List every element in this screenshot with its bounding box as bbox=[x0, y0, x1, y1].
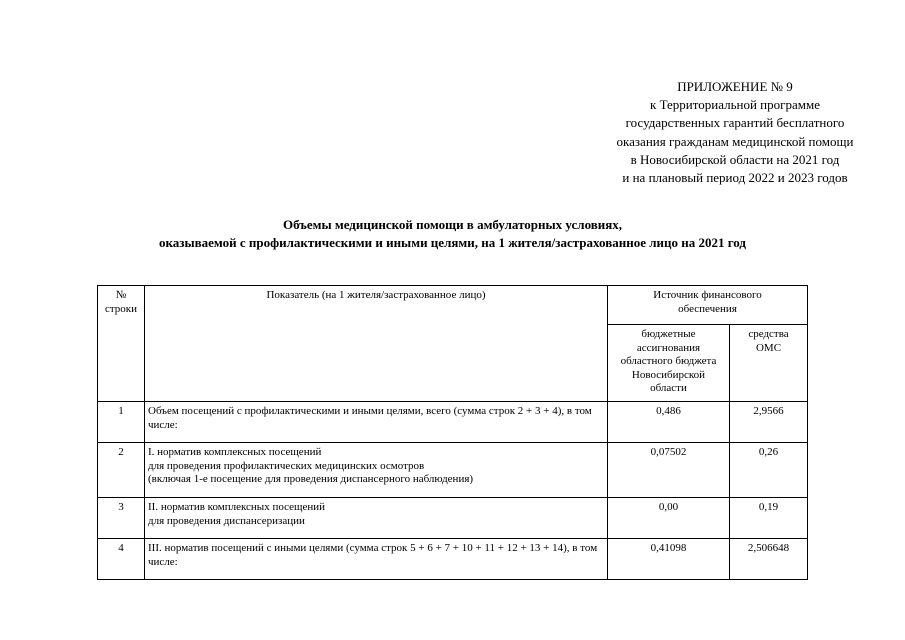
document-title bbox=[0, 216, 905, 251]
header-oms: средства ОМС bbox=[730, 325, 808, 402]
header-row-no: № строки bbox=[98, 286, 145, 402]
row-indicator: I. норматив комплексных посещений для проведения профилактических медицинских осмотров (включая 1-е посещение для проведения диспансерного наблюдения) bbox=[145, 443, 608, 498]
row-indicator: III. норматив посещений с иными целями (сумма строк 5 + 6 + 7 + 10 + 11 + 12 + 13 + 14), в том числе: bbox=[145, 539, 608, 580]
title-line-2: оказываемой с профилактическими и иными целями, на 1 жителя/застрахованное лицо на 2021 год bbox=[158, 234, 747, 250]
header-indicator: Показатель (на 1 жителя/застрахованное лицо) bbox=[145, 286, 608, 402]
row-number: 4 bbox=[98, 539, 145, 580]
volumes-table bbox=[97, 285, 808, 580]
appendix-line: к Территориальной программе bbox=[650, 97, 820, 113]
appendix-line: государственных гарантий бесплатного bbox=[625, 115, 845, 131]
appendix-block bbox=[560, 78, 905, 187]
appendix-line: в Новосибирской области на 2021 год bbox=[630, 151, 840, 167]
row-number: 2 bbox=[98, 443, 145, 498]
table-row bbox=[98, 539, 808, 580]
header-funding-source: Источник финансового обеспечения bbox=[608, 286, 808, 325]
row-oms-value: 0,26 bbox=[730, 443, 808, 498]
row-budget-value: 0,41098 bbox=[608, 539, 730, 580]
row-oms-value: 2,9566 bbox=[730, 402, 808, 443]
table-header-row bbox=[98, 286, 808, 325]
row-number: 1 bbox=[98, 402, 145, 443]
row-indicator: Объем посещений с профилактическими и иными целями, всего (сумма строк 2 + 3 + 4), в том числе: bbox=[145, 402, 608, 443]
row-budget-value: 0,07502 bbox=[608, 443, 730, 498]
appendix-line: оказания гражданам медицинской помощи bbox=[616, 133, 854, 149]
row-budget-value: 0,486 bbox=[608, 402, 730, 443]
row-number: 3 bbox=[98, 498, 145, 539]
table-row bbox=[98, 498, 808, 539]
row-indicator: II. норматив комплексных посещений для проведения диспансеризации bbox=[145, 498, 608, 539]
table-row bbox=[98, 402, 808, 443]
row-budget-value: 0,00 bbox=[608, 498, 730, 539]
header-budget: бюджетные ассигнования областного бюджета Новосибирской области bbox=[608, 325, 730, 402]
title-line-1: Объемы медицинской помощи в амбулаторных условиях, bbox=[282, 217, 623, 232]
appendix-line: ПРИЛОЖЕНИЕ № 9 bbox=[677, 79, 793, 94]
row-oms-value: 2,506648 bbox=[730, 539, 808, 580]
table-row bbox=[98, 443, 808, 498]
row-oms-value: 0,19 bbox=[730, 498, 808, 539]
appendix-line: и на плановый период 2022 и 2023 годов bbox=[622, 170, 848, 186]
